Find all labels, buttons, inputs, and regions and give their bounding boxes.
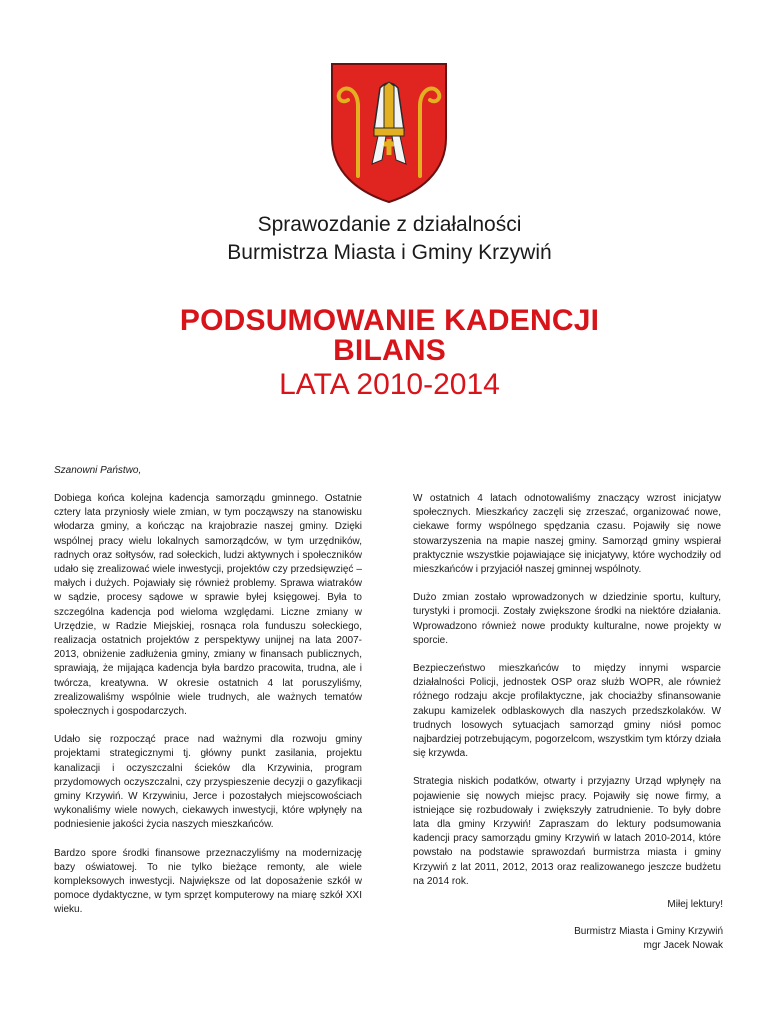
signature [574,925,723,953]
paragraph: Bardzo spore środki finansowe przeznaczyliśmy na modernizację bazy oświatowej. To nie tylko bieżące remonty, ale wiele kompleksowych inwestycji. Największe od lat doposażenie szkół w pomoce dydaktyczne, w tym sprzęt komputerowy na miarę szkół XXI wieku. [54,847,362,916]
right-column [413,492,721,903]
signature-title: Burmistrz Miasta i Gminy Krzywiń [574,926,723,937]
page-title-line2: BILANS [333,334,446,367]
paragraph: Dobiega końca kolejna kadencja samorządu gminnego. Ostatnie cztery lata przyniosły wiele zmian, w tym począwszy na stanowisku włodarza gminy, a kończąc na krajobrazie naszej gminy. Dzięki wspólnej pracy wielu lokalnych samorządców, w tym urzędników, radnych oraz sołtysów, rad sołeckich, ludzi aktywnych i społeczników udało się zrealizować wiele inwestycji, projektów czy przedsięwzięć – małych i dużych. Pojawiały się również problemy. Sprawa wiatraków w sądzie, procesy sądowe w sprawie byłej księgowej. Była to szczególna kadencja pod wieloma względami. Liczne zmiany w Urzędzie, w Radzie Miejskiej, rosnąca rola funduszu sołeckiego, realizacja ostatnich projektów z perspektywy unijnej na lata 2007-2013, obniżenie zadłużenia gminy, zmiany w finansach publicznych, sprawiają, że mijająca kadencja była bardzo pracowita, trudna, ale i twórcza, kreatywna. W okresie ostatnich 4 lat poruszyliśmy, zrealizowaliśmy wspólnie wiele trudnych, ale ważnych tematów społecznych i gospodarczych. [54,493,362,718]
coat-of-arms [328,60,450,206]
paragraph: Bezpieczeństwo mieszkańców to między innymi wsparcie działalności Policji, jednostek OSP oraz służb WOPR, ale również różnego rodzaju akcje profilaktyczne, jak chociażby sfinansowanie zakupu kamizelek odblaskowych dla naszych przedszkolaków. W trudnych losowych sytuacjach samorząd gminy niósł pomoc najbardziej potrzebującym, pogorzelcom, wszystkim tym którzy działa się krzywda. [413,663,721,760]
report-subtitle-line2: Burmistrza Miasta i Gminy Krzywiń [227,241,552,264]
page-title-line1: PODSUMOWANIE KADENCJI [179,304,600,337]
paragraph: W ostatnich 4 latach odnotowaliśmy znaczący wzrost inicjatyw społecznych. Mieszkańcy zaczęli się zrzeszać, organizować nowe, ciekawe formy wspólnego spędzania czasu. Pojawiły się nowe stowarzyszenia na mapie naszej gminy. Samorząd gminy wspierał praktycznie wszystkie pojawiające się inicjatywy, które wychodziły od mieszkańców i przyjaciół naszej gminnej wspólnoty. [413,493,721,576]
report-subtitle-line1: Sprawozdanie z działalności [257,213,522,236]
period-years: LATA 2010-2014 [279,368,500,401]
paragraph: Udało się rozpocząć prace nad ważnymi dla rozwoju gminy projektami strategicznymi tj. główny punkt zasilania, projektu kanalizacji i oczyszczalni ścieków dla Krzywinia, program przydomowych oczyszczalni, czy przyspieszenie decyzji o gazyfikacji gminy Krzywiń. W Krzywiniu, Jerce i pozostałych miejscowościach wykonaliśmy wiele nowych, ciekawych inwestycji, które wpłynęły na podniesienie jakości życia naszych mieszkańców. [54,734,362,831]
left-column [54,492,362,932]
signature-name: mgr Jacek Nowak [643,940,723,951]
paragraph: Strategia niskich podatków, otwarty i przyjazny Urząd wpłynęły na pojawienie się nowych miejsc pracy. Pojawiły się nowe firmy, a istniejące się rozbudowały i zwiększyły zatrudnienie. To były dobre lata dla gminy Krzywiń! Zapraszam do lektury podsumowania kadencji pracy samorządu gminy Krzywiń w latach 2010-2014, które powstało na podstawie sprawozdań burmistrza miasta i gminy Krzywiń z lat 2011, 2012, 2013 oraz realizowanego jeszcze budżetu na 2014 rok. [413,776,721,887]
closing-line: Miłej lektury! [667,899,723,910]
paragraph: Dużo zmian zostało wprowadzonych w dziedzinie sportu, kultury, turystyki i promocji. Zostały zwiększone środki na niektóre działania. Wprowadzono również nowe produkty kulturalne, nowe projekty w sporcie. [413,592,721,646]
greeting: Szanowni Państwo, [54,465,142,476]
coat-of-arms-icon [328,60,450,206]
